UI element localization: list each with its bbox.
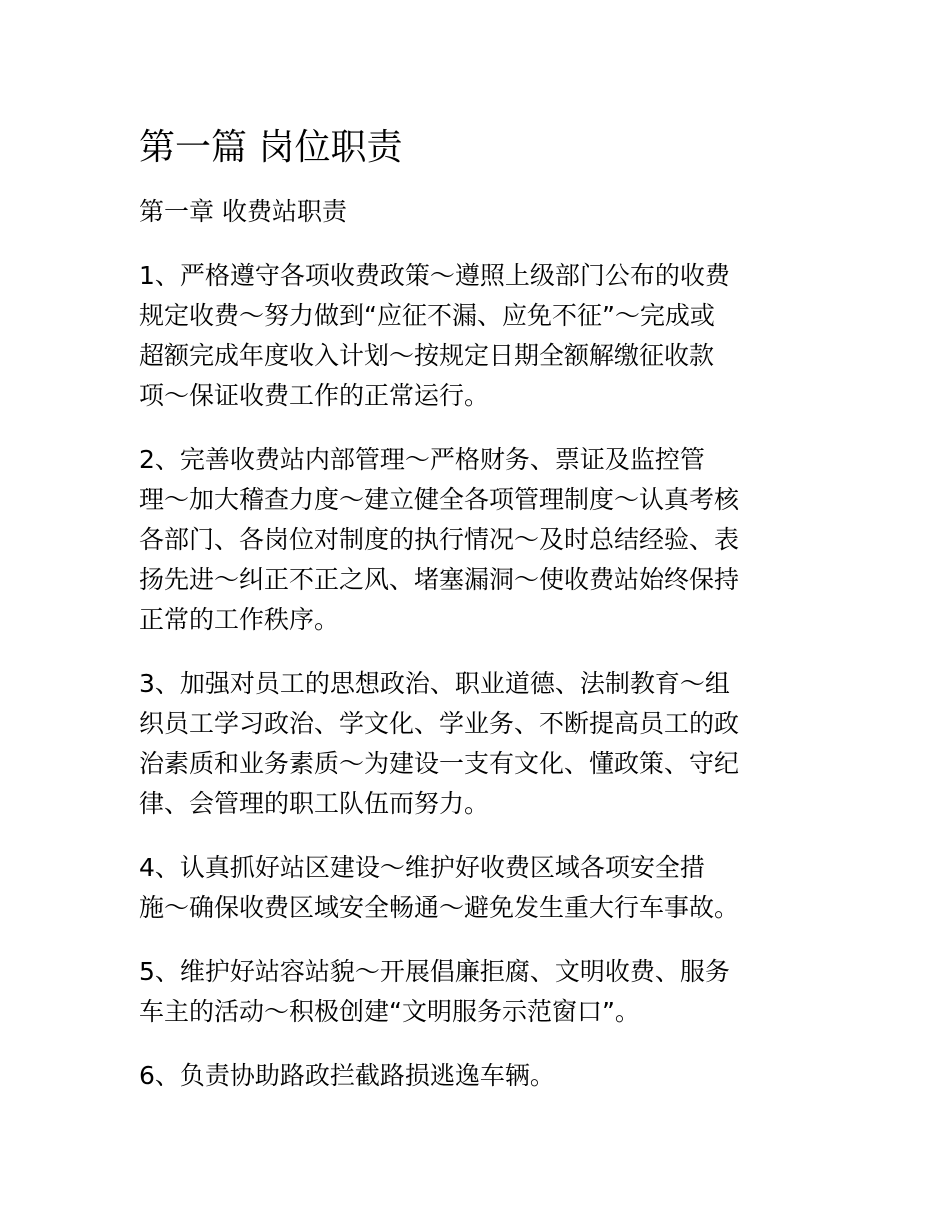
paragraph-line: 4、认真抓好站区建设～维护好收费区域各项安全措 [139,853,705,882]
paragraph-line: 正常的工作秩序。 [139,605,340,634]
paragraph-line: 3、加强对员工的思想政治、职业道德、法制教育～组 [139,669,730,698]
paragraph-2 [139,440,819,640]
paragraph-4 [139,848,819,928]
paragraph-line: 1、严格遵守各项收费政策～遵照上级部门公布的收费 [139,261,730,290]
paragraph-line: 5、维护好站容站貌～开展倡廉拒腐、文明收费、服务 [139,957,730,986]
paragraph-line: 施～确保收费区域安全畅通～避免发生重大行车事故。 [139,893,740,922]
paragraph-line: 超额完成年度收入计划～按规定日期全额解缴征收款 [139,341,715,370]
paragraph-line: 6、负责协助路政拦截路损逃逸车辆。 [139,1061,555,1090]
paragraph-5 [139,952,819,1032]
paragraph-line: 理～加大稽查力度～建立健全各项管理制度～认真考核 [139,485,740,514]
chapter-title: 第一章 收费站职责 [139,197,347,226]
paragraph-line: 各部门、各岗位对制度的执行情况～及时总结经验、表 [139,525,740,554]
document-title: 第一篇 岗位职责 [139,127,403,168]
paragraph-line: 织员工学习政治、学文化、学业务、不断提高员工的政 [139,709,740,738]
paragraph-line: 治素质和业务素质～为建设一支有文化、懂政策、守纪 [139,749,740,778]
document-page [139,120,819,1120]
paragraph-line: 项～保证收费工作的正常运行。 [139,381,490,410]
paragraph-line: 扬先进～纠正不正之风、堵塞漏洞～使收费站始终保持 [139,565,740,594]
paragraph-line: 规定收费～努力做到“应征不漏、应免不征”～完成或 [139,301,715,330]
paragraph-3 [139,664,819,824]
paragraph-line: 2、完善收费站内部管理～严格财务、票证及监控管 [139,445,705,474]
paragraph-6 [139,1056,819,1096]
paragraph-1 [139,256,819,416]
paragraph-line: 律、会管理的职工队伍而努力。 [139,789,490,818]
paragraph-line: 车主的活动～积极创建“文明服务示范窗口”。 [139,997,640,1026]
